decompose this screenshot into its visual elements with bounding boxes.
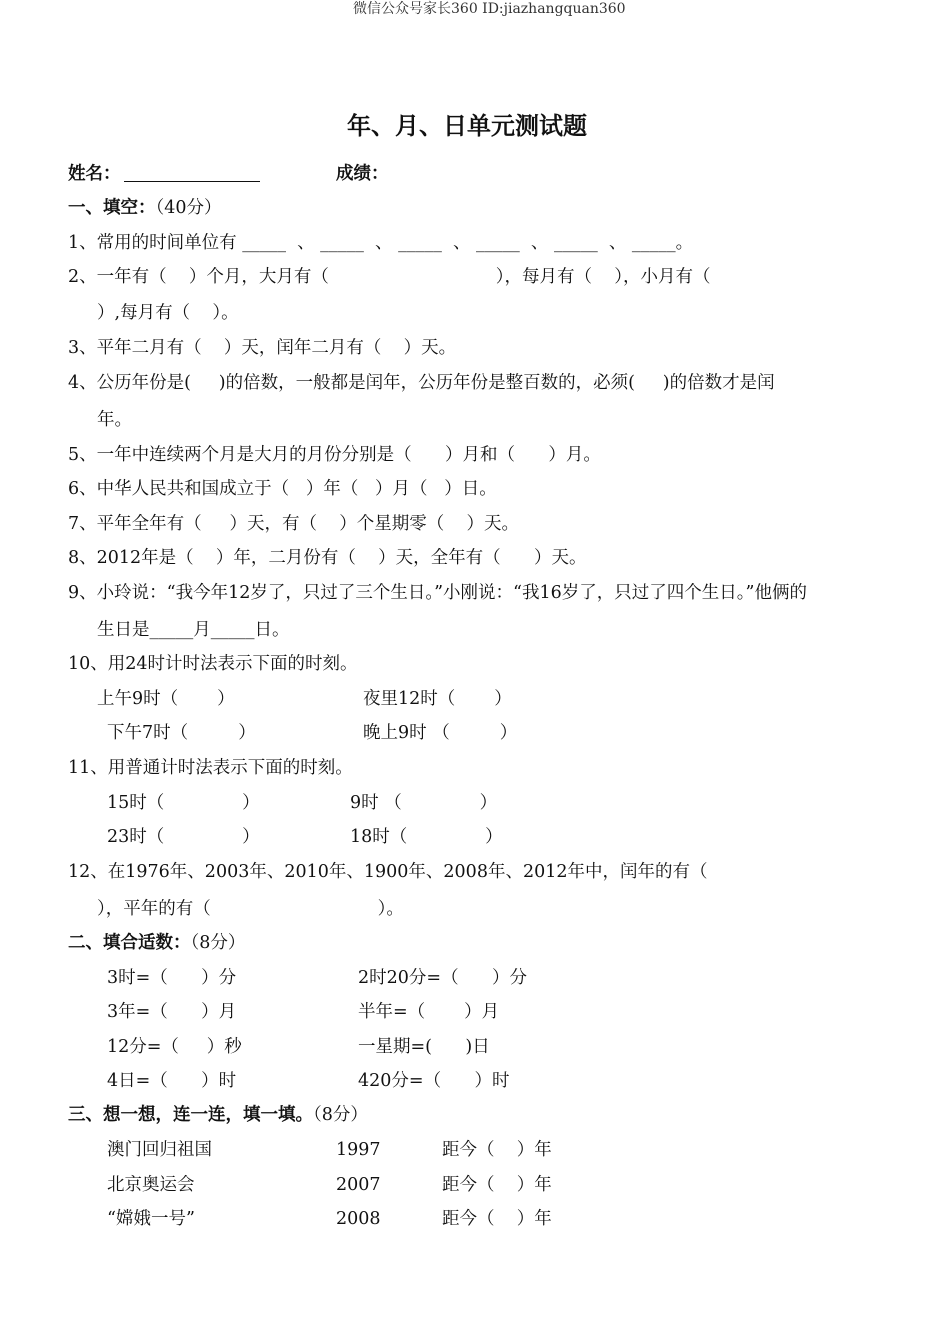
question-11: 11、用普通计时法表示下面的时刻。 [68,758,353,778]
section-heading-2 [68,935,245,953]
q10-item-3: 下午7时（ ） [107,723,256,743]
question-12-cont: ），平年的有（ ）。 [97,899,404,919]
event-2-name: 北京奥运会 [107,1175,195,1195]
conversion-3a: 12分=（ ）秒 [107,1037,242,1057]
event-2-since: 距今（ ）年 [442,1175,552,1195]
question-7: 7、平年全年有（ ）天，有（ ）个星期零（ ）天。 [68,514,519,534]
q11-item-2: 9时 （ ） [350,793,498,813]
section-1-points: （40分） [155,198,222,218]
page-header: 微信公众号家长360 ID:jiazhangquan360 [353,1,626,17]
question-4-cont: 年。 [97,410,132,430]
event-1-year: 1997 [336,1140,381,1160]
question-9: 9、小玲说：“我今年12岁了，只过了三个生日。”小刚说：“我16岁了，只过了四个生日。”他俩的 [68,583,807,603]
question-4: 4、公历年份是( )的倍数，一般都是闰年，公历年份是整百数的，必须( )的倍数才是闰 [68,373,775,393]
section-heading-3 [68,1107,368,1125]
conversion-3b: 一星期=( )日 [358,1037,490,1057]
event-1-name: 澳门回归祖国 [107,1140,212,1160]
score-label: 成绩： [336,164,389,184]
conversion-4b: 420分=（ ）时 [358,1071,510,1091]
question-12: 12、在1976年、2003年、2010年、1900年、2008年、2012年中，闰年的有（ [68,862,708,882]
event-1-since: 距今（ ）年 [442,1140,552,1160]
question-3: 3、平年二月有（ ）天，闰年二月有（ ）天。 [68,338,457,358]
question-5: 5、一年中连续两个月是大月的月份分别是（ ）月和（ ）月。 [68,445,601,465]
question-8: 8、2012年是（ ）年，二月份有（ ）天，全年有（ ）天。 [68,548,587,568]
question-1: 1、常用的时间单位有 _____ 、 _____ 、 _____ 、 _____ 、 _____ 、 _____。 [68,233,694,253]
question-2-cont: ）,每月有（ ）。 [97,303,239,323]
conversion-4a: 4日=（ ）时 [107,1071,237,1091]
section-2-title: 二、填合适数： [68,933,191,953]
event-3-year: 2008 [336,1209,381,1229]
event-3-name: “嫦娥一号” [107,1209,195,1229]
q11-item-1: 15时（ ） [107,793,260,813]
section-2-points: （8分） [190,933,246,953]
question-10: 10、用24时计时法表示下面的时刻。 [68,654,358,674]
conversion-1b: 2时20分=（ ）分 [358,968,527,988]
section-heading-1 [68,200,222,218]
question-9-cont: 生日是_____月_____日。 [97,620,290,640]
q10-item-2: 夜里12时（ ） [363,689,512,709]
name-blank[interactable] [124,181,260,182]
q10-item-4: 晚上9时 （ ） [363,723,518,743]
question-2: 2、一年有（ ）个月，大月有（ ），每月有（ ），小月有（ [68,267,711,287]
conversion-1a: 3时=（ ）分 [107,968,237,988]
conversion-2a: 3年=（ ）月 [107,1002,237,1022]
section-3-title: 三、想一想，连一连，填一填。 [68,1105,313,1125]
q11-item-4: 18时（ ） [350,827,503,847]
section-1-title: 一、填空： [68,198,156,218]
event-3-since: 距今（ ）年 [442,1209,552,1229]
q11-item-3: 23时（ ） [107,827,260,847]
question-6: 6、中华人民共和国成立于（ ）年（ ）月（ ）日。 [68,479,497,499]
q10-item-1: 上午9时（ ） [97,689,235,709]
conversion-2b: 半年=（ ）月 [358,1002,500,1022]
event-2-year: 2007 [336,1175,381,1195]
name-label: 姓名： [68,164,121,184]
section-3-points: （8分） [313,1105,368,1125]
page-title: 年、月、日单元测试题 [347,112,587,140]
